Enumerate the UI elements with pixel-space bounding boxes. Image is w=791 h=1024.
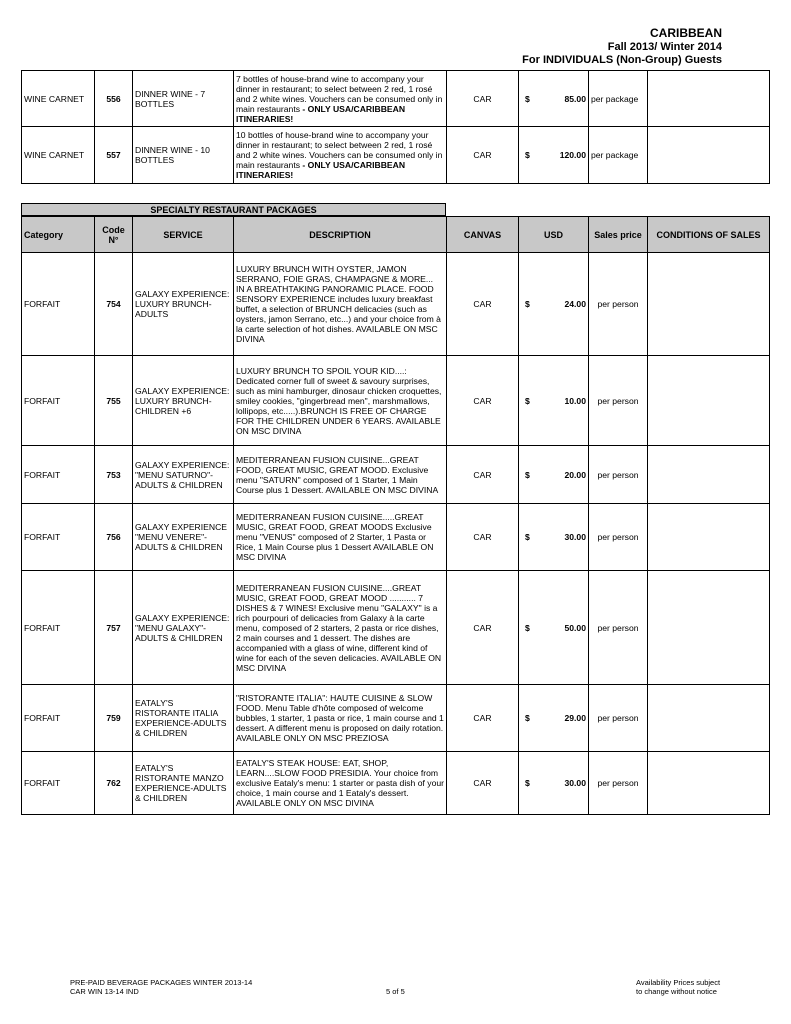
- code-cell: 762: [95, 752, 133, 815]
- conditions-cell: [648, 253, 770, 356]
- category-cell: WINE CARNET: [22, 71, 95, 127]
- conditions-cell: [648, 685, 770, 752]
- canvas-cell: CAR: [447, 356, 519, 446]
- category-cell: FORFAIT: [22, 446, 95, 504]
- usd-amount: 120.00: [559, 150, 586, 160]
- description-note: - ONLY USA/CARIBBEAN ITINERARIES!: [236, 160, 406, 180]
- canvas-cell: CAR: [447, 127, 519, 184]
- service-cell: EATALY'S RISTORANTE ITALIA EXPERIENCE-ADULTS & CHILDREN: [133, 685, 234, 752]
- column-header-description: DESCRIPTION: [234, 217, 447, 253]
- column-header-conditions: CONDITIONS OF SALES: [648, 217, 770, 253]
- service-cell: GALAXY EXPERIENCE: "MENU SATURNO"-ADULTS & CHILDREN: [133, 446, 234, 504]
- service-cell: DINNER WINE - 7 BOTTLES: [133, 71, 234, 127]
- category-cell: FORFAIT: [22, 253, 95, 356]
- table-row: [22, 253, 770, 356]
- service-cell: EATALY'S RISTORANTE MANZO EXPERIENCE-ADULTS & CHILDREN: [133, 752, 234, 815]
- code-cell: 556: [95, 71, 133, 127]
- service-cell: GALAXY EXPERIENCE "MENU VENERE"-ADULTS & CHILDREN: [133, 504, 234, 571]
- sales-price-cell: per package: [589, 127, 648, 184]
- canvas-cell: CAR: [447, 752, 519, 815]
- description-cell: EATALY'S STEAK HOUSE: EAT, SHOP, LEARN....SLOW FOOD PRESIDIA. Your choice from exclusive Eataly's menu: 1 starter or pasta dish of your choice, 1 main course and 1 Eataly's dessert. AVAILABLE ONLY ON MSC DIVINA: [234, 752, 447, 815]
- canvas-cell: CAR: [447, 504, 519, 571]
- usd-cell: [519, 504, 589, 571]
- usd-amount: 29.00: [564, 713, 586, 723]
- service-cell: GALAXY EXPERIENCE: LUXURY BRUNCH-ADULTS: [133, 253, 234, 356]
- conditions-cell: [648, 504, 770, 571]
- service-cell: DINNER WINE - 10 BOTTLES: [133, 127, 234, 184]
- category-cell: FORFAIT: [22, 356, 95, 446]
- conditions-cell: [648, 127, 770, 184]
- usd-amount: 24.00: [564, 299, 586, 309]
- description-cell: MEDITERRANEAN FUSION CUISINE...GREAT FOOD, GREAT MUSIC, GREAT MOOD. Exclusive menu "SATURN" composed of 1 Starter, 1 Main Course plus 1 Dessert. AVAILABLE ON MSC DIVINA: [234, 446, 447, 504]
- category-cell: FORFAIT: [22, 752, 95, 815]
- description-cell: [234, 127, 447, 184]
- currency-symbol: $: [525, 622, 530, 633]
- usd-cell: [519, 571, 589, 685]
- canvas-cell: CAR: [447, 571, 519, 685]
- conditions-cell: [648, 71, 770, 127]
- conditions-cell: [648, 752, 770, 815]
- column-header-category: Category: [22, 217, 95, 253]
- table-row: [22, 71, 770, 127]
- footer-disclaimer-1: Availability Prices subject: [636, 978, 721, 987]
- table-row: [22, 127, 770, 184]
- sales-price-cell: per package: [589, 71, 648, 127]
- sales-price-cell: per person: [589, 356, 648, 446]
- footer-document-title: PRE-PAID BEVERAGE PACKAGES WINTER 2013-14: [70, 978, 253, 987]
- description-note: - ONLY USA/CARIBBEAN ITINERARIES!: [236, 103, 406, 124]
- footer-disclaimer-2: to change without notice: [636, 987, 717, 996]
- usd-amount: 85.00: [564, 93, 586, 104]
- category-cell: FORFAIT: [22, 685, 95, 752]
- table-row: [22, 446, 770, 504]
- description-text: 7 bottles of house-brand wine to accompany your dinner in restaurant; to select between 2 red, 1 rosé and 2 white wines. Vouchers can be consumed only in main restaurants: [236, 73, 443, 114]
- category-cell: FORFAIT: [22, 504, 95, 571]
- page-number: 5 of 5: [386, 987, 405, 996]
- sales-price-cell: per person: [589, 253, 648, 356]
- code-cell: 757: [95, 571, 133, 685]
- wine-carnet-table: [21, 70, 770, 184]
- description-cell: MEDITERRANEAN FUSION CUISINE....GREAT MUSIC, GREAT FOOD, GREAT MOOD ........... 7 DISHES & 7 WINES! Exclusive menu "GALAXY" is a rich pourpouri of delicacies from Galaxy à la carte menu, composed of 2 starters, 2 pasta or rice dishes, 2 main courses and 1 dessert. The dishes are accompanied with a glass of wine, different kind of wine for each of the seven delicacies. AVAILABLE ON MSC DIVINA: [234, 571, 447, 685]
- usd-amount: 20.00: [564, 469, 586, 480]
- sales-price-cell: per person: [589, 571, 648, 685]
- document-header: [522, 27, 722, 68]
- usd-cell: [519, 446, 589, 504]
- currency-symbol: $: [525, 299, 530, 309]
- sales-price-cell: per person: [589, 685, 648, 752]
- category-cell: WINE CARNET: [22, 127, 95, 184]
- description-cell: LUXURY BRUNCH WITH OYSTER, JAMON SERRANO, FOIE GRAS, CHAMPAGNE & MORE... IN A BREATHTAKING PANORAMIC PLACE. FOOD SENSORY EXPERIENCE includes luxury breakfast buffet, a selection of BRUNCH delicacies (such as oysters, jamon Serrano, etc...) and your choice from à la carte selection of hot dishes. AVAILABLE ON MSC DIVINA: [234, 253, 447, 356]
- description-cell: "RISTORANTE ITALIA": HAUTE CUISINE & SLOW FOOD. Menu Table d'hôte composed of welcome bubbles, 1 starter, 1 pasta or rice, 1 main course and 1 dessert. A different menu is proposed on daily rotation. AVAILABLE ONLY ON MSC PREZIOSA: [234, 685, 447, 752]
- column-header-code: Code N°: [95, 217, 133, 253]
- usd-amount: 50.00: [564, 622, 586, 633]
- conditions-cell: [648, 356, 770, 446]
- footer-left: [70, 978, 252, 996]
- conditions-cell: [648, 571, 770, 685]
- code-cell: 753: [95, 446, 133, 504]
- sales-price-cell: per person: [589, 504, 648, 571]
- usd-cell: [519, 356, 589, 446]
- usd-cell: [519, 71, 589, 127]
- column-header-service: SERVICE: [133, 217, 234, 253]
- usd-amount: 30.00: [564, 778, 586, 788]
- table-row: [22, 356, 770, 446]
- usd-amount: 30.00: [564, 532, 586, 542]
- code-cell: 754: [95, 253, 133, 356]
- service-cell: GALAXY EXPERIENCE: "MENU GALAXY"-ADULTS & CHILDREN: [133, 571, 234, 685]
- column-header-sales-price: Sales price: [589, 217, 648, 253]
- currency-symbol: $: [525, 395, 530, 406]
- specialty-section-title: SPECIALTY RESTAURANT PACKAGES: [21, 203, 446, 216]
- currency-symbol: $: [525, 150, 530, 160]
- table-row: [22, 571, 770, 685]
- code-cell: 755: [95, 356, 133, 446]
- usd-cell: [519, 127, 589, 184]
- service-cell: GALAXY EXPERIENCE: LUXURY BRUNCH-CHILDREN +6: [133, 356, 234, 446]
- conditions-cell: [648, 446, 770, 504]
- currency-symbol: $: [525, 93, 530, 104]
- header-season: Fall 2013/ Winter 2014: [607, 40, 722, 53]
- usd-cell: [519, 752, 589, 815]
- code-cell: 759: [95, 685, 133, 752]
- description-cell: [234, 71, 447, 127]
- header-region: CARIBBEAN: [650, 26, 722, 40]
- category-cell: FORFAIT: [22, 571, 95, 685]
- footer-document-code: CAR WIN 13-14 IND: [70, 987, 139, 996]
- canvas-cell: CAR: [447, 71, 519, 127]
- usd-amount: 10.00: [564, 395, 586, 406]
- code-cell: 756: [95, 504, 133, 571]
- currency-symbol: $: [525, 778, 530, 788]
- usd-cell: [519, 685, 589, 752]
- column-header-usd: USD: [519, 217, 589, 253]
- table-row: [22, 752, 770, 815]
- sales-price-cell: per person: [589, 446, 648, 504]
- usd-cell: [519, 253, 589, 356]
- description-cell: MEDITERRANEAN FUSION CUISINE.....GREAT MUSIC, GREAT FOOD, GREAT MOODS Exclusive menu "VENUS" composed of 2 Starter, 1 Pasta or Rice, 1 Main Course plus 1 Dessert AVAILABLE ON MSC DIVINA: [234, 504, 447, 571]
- specialty-packages-table: [21, 216, 770, 815]
- canvas-cell: CAR: [447, 446, 519, 504]
- column-header-canvas: CANVAS: [447, 217, 519, 253]
- description-text: 10 bottles of house-brand wine to accompany your dinner in restaurant; to select between 2 red, 1 rosé and 2 white wines. Vouchers can be consumed only in main restaurants: [236, 130, 443, 170]
- header-audience: For INDIVIDUALS (Non-Group) Guests: [522, 54, 722, 66]
- header-row: [22, 217, 770, 253]
- description-cell: LUXURY BRUNCH TO SPOIL YOUR KID....: Dedicated corner full of sweet & savoury surprises, such as mini hamburger, dinosaur chicken croquettes, smiley cookies, "gingerbread men", marshmallows, lollipops, etc.....).BRUNCH IS FREE OF CHARGE FOR THE CHILDREN UNDER 6 YEARS. AVAILABLE ON MSC DIVINA: [234, 356, 447, 446]
- canvas-cell: CAR: [447, 685, 519, 752]
- sales-price-cell: per person: [589, 752, 648, 815]
- footer-right: [636, 978, 720, 996]
- currency-symbol: $: [525, 532, 530, 542]
- table-row: [22, 685, 770, 752]
- code-cell: 557: [95, 127, 133, 184]
- canvas-cell: CAR: [447, 253, 519, 356]
- table-row: [22, 504, 770, 571]
- currency-symbol: $: [525, 469, 530, 480]
- currency-symbol: $: [525, 713, 530, 723]
